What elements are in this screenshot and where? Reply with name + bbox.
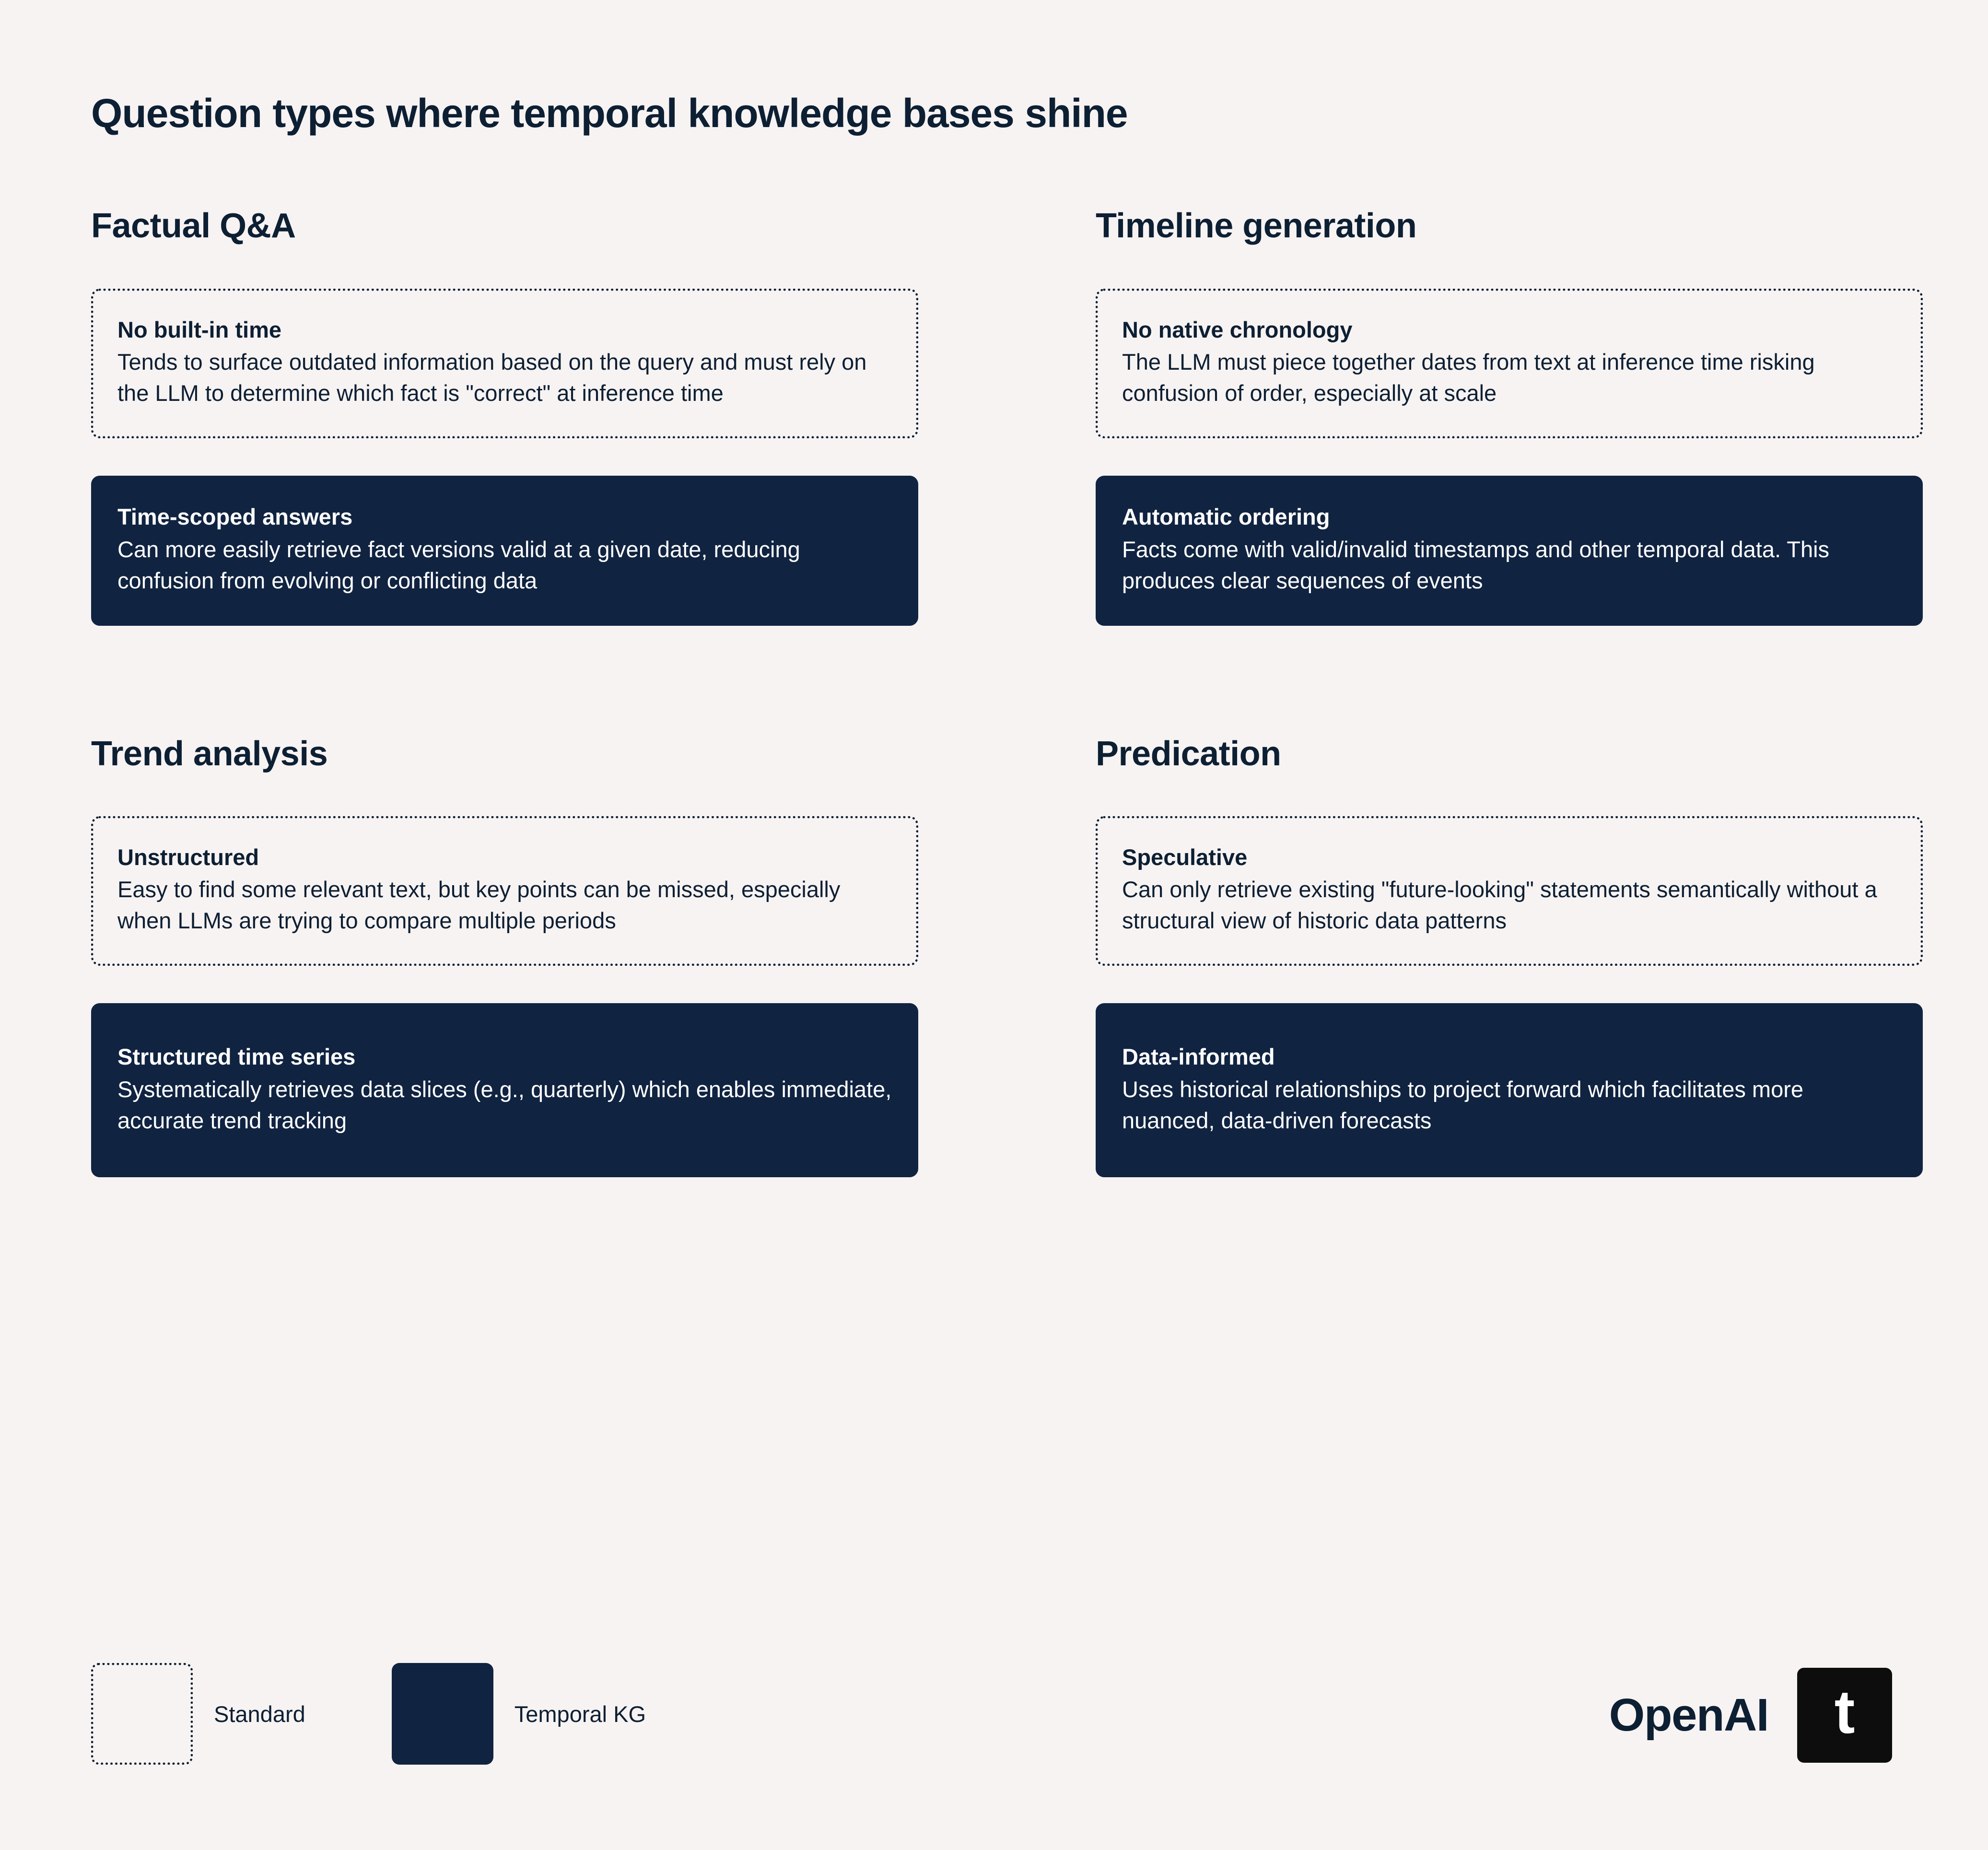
card-body: Can more easily retrieve fact versions valid at a given date, reducing confusion from evolving or conflicting data <box>117 536 800 593</box>
tldv-logo-icon <box>1797 1668 1892 1763</box>
legend-item-standard <box>91 1663 305 1765</box>
legend-label: Temporal KG <box>514 1701 646 1727</box>
standard-swatch-icon <box>91 1663 193 1765</box>
standard-card <box>1096 816 1923 966</box>
quadrant-trend-analysis <box>91 735 918 1215</box>
card-heading: Unstructured <box>117 844 259 870</box>
brand-mark-letter: t <box>1834 1678 1855 1746</box>
openai-wordmark: OpenAI <box>1609 1689 1768 1741</box>
quadrant-title: Factual Q&A <box>91 207 296 246</box>
card-heading: Structured time series <box>117 1044 356 1070</box>
card-heading: No native chronology <box>1122 316 1353 342</box>
card-body: Systematically retrieves data slices (e.g., quarterly) which enables immediate, accurate trend tracking <box>117 1076 892 1133</box>
card-heading: Time-scoped answers <box>117 504 353 530</box>
legend-item-temporal <box>392 1663 646 1765</box>
temporal-card <box>1096 1003 1923 1177</box>
card-body: Facts come with valid/invalid timestamps and other temporal data. This produces clear sequences of events <box>1122 536 1830 593</box>
card-body: Easy to find some relevant text, but key points can be missed, especially when LLMs are trying to compare multiple periods <box>117 877 841 934</box>
quadrant-title: Trend analysis <box>91 734 328 773</box>
card-body: Uses historical relationships to project forward which facilitates more nuanced, data-driven forecasts <box>1122 1076 1804 1133</box>
temporal-card <box>1096 476 1923 625</box>
standard-card <box>1096 289 1923 438</box>
legend <box>91 1663 732 1765</box>
quadrant-timeline-generation <box>1096 207 1923 663</box>
standard-card <box>91 816 918 966</box>
temporal-card <box>91 476 918 625</box>
quadrant-factual-qa <box>91 207 918 663</box>
quadrant-grid <box>91 207 1892 1214</box>
card-body: The LLM must piece together dates from text at inference time risking confusion of order, especially at scale <box>1122 349 1815 406</box>
footer <box>91 1653 1892 1768</box>
card-heading: Speculative <box>1122 844 1248 870</box>
card-body: Tends to surface outdated information based on the query and must rely on the LLM to determine which fact is "correct" at inference time <box>117 349 867 406</box>
card-heading: Data-informed <box>1122 1044 1275 1070</box>
quadrant-title: Predication <box>1096 734 1281 773</box>
brand-lockup <box>1609 1668 1892 1763</box>
temporal-swatch-icon <box>392 1663 493 1765</box>
standard-card <box>91 289 918 438</box>
card-body: Can only retrieve existing "future-looking" statements semantically without a structural view of historic data patterns <box>1122 877 1877 934</box>
temporal-card <box>91 1003 918 1177</box>
quadrant-predication <box>1096 735 1923 1215</box>
page-title: Question types where temporal knowledge bases shine <box>91 91 1128 136</box>
card-heading: Automatic ordering <box>1122 504 1330 530</box>
card-heading: No built-in time <box>117 316 282 342</box>
legend-label: Standard <box>214 1701 305 1727</box>
quadrant-title: Timeline generation <box>1096 207 1417 246</box>
